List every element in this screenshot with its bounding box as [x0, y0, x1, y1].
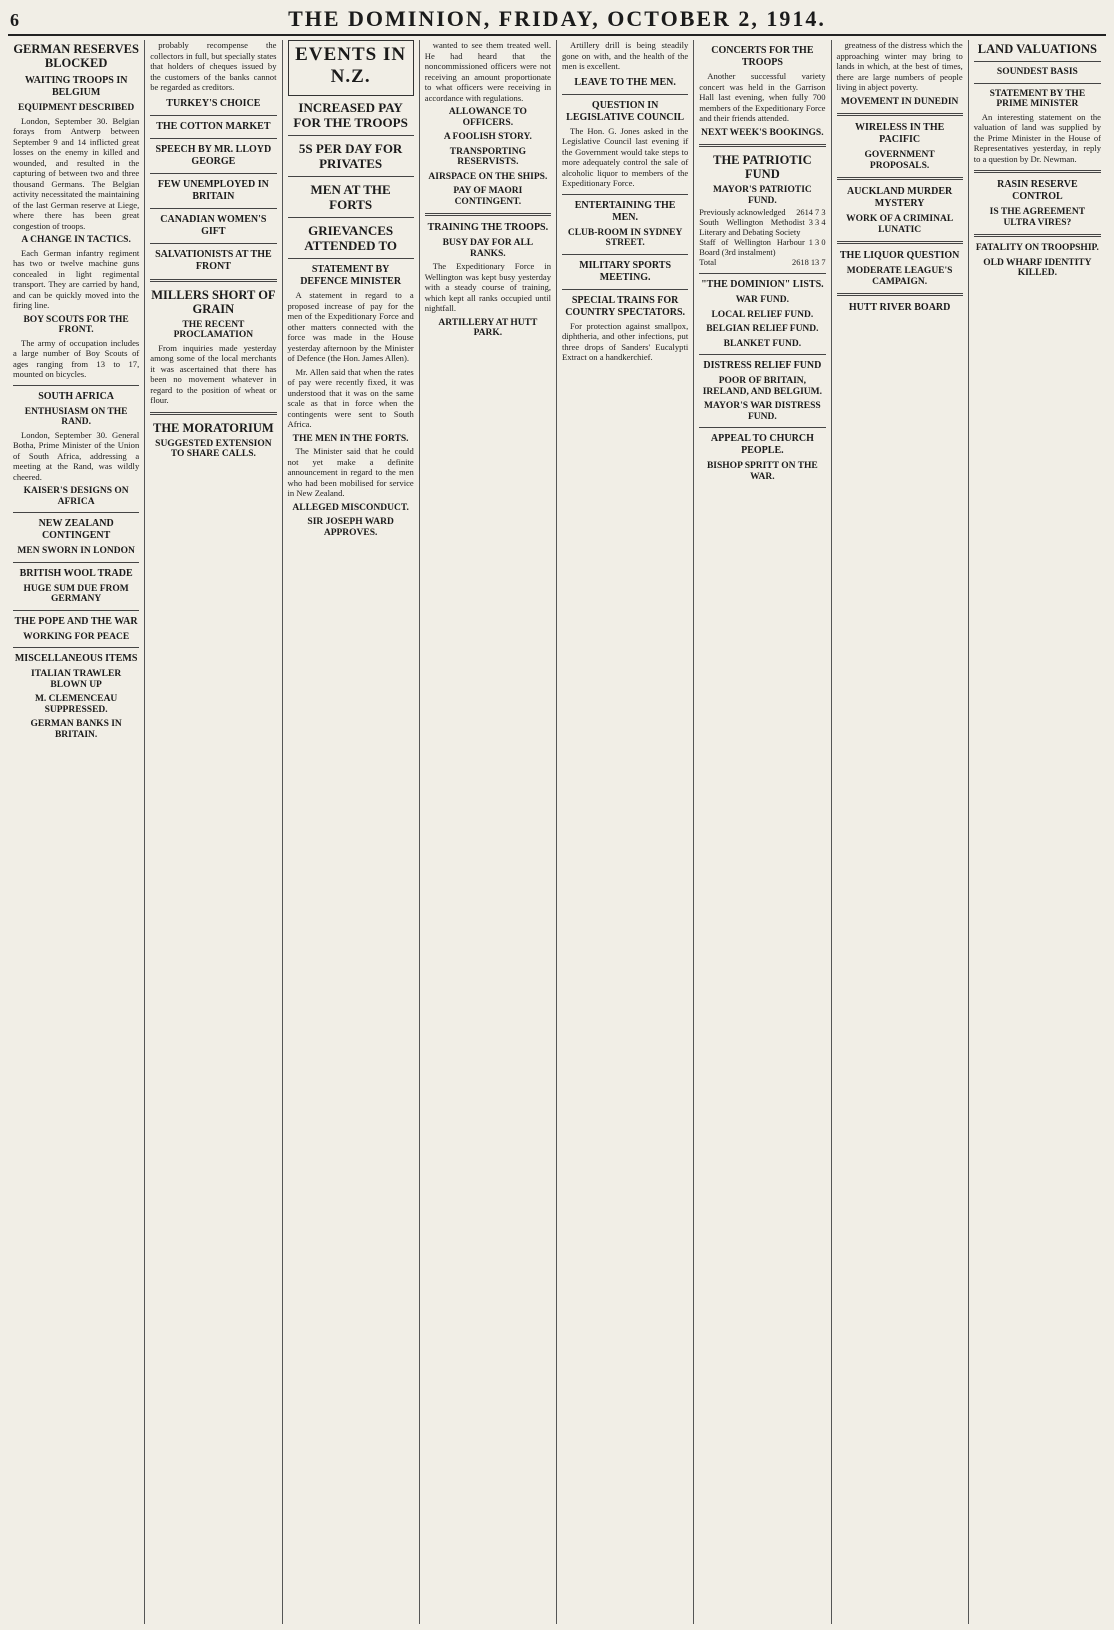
divider: [699, 273, 825, 274]
divider: [837, 293, 963, 296]
fund-label: Staff of Wellington Harbour Board (3rd instalment): [699, 238, 805, 257]
fund-label: Previously acknowledged: [699, 208, 786, 217]
subheadline: M. CLEMENCEAU SUPPRESSED.: [34, 694, 118, 715]
headline: THE MORATORIUM: [153, 420, 274, 435]
article-text: From inquiries made yesterday among some of the local merchants it was ascertained that there has been no movement whatever in regard to the position of wheat or flour.: [150, 342, 277, 405]
article-text: The Hon. G. Jones asked in the Legislative Council last evening if the Government would take steps to more adequately control the sale of alcoholic liquor to members of the Expeditionary Force.: [562, 125, 689, 188]
headline: "THE DOMINION" LISTS.: [701, 279, 824, 290]
article-text: probably recompense the collectors in full, but specially states that holders of cheques issued by the customers of the banks cannot be regarded as creditors.: [150, 40, 277, 92]
divider: [288, 176, 414, 177]
headline: LEAVE TO THE MEN.: [574, 76, 676, 88]
headline: ENTERTAINING THE MEN.: [574, 199, 676, 223]
headline: 5S PER DAY FOR PRIVATES: [298, 141, 403, 171]
subheadline: THE MEN IN THE FORTS.: [292, 433, 409, 444]
column-5: [557, 40, 694, 1624]
headline: QUESTION IN LEGISLATIVE COUNCIL: [566, 99, 685, 123]
fund-row: [699, 208, 825, 218]
subheadline: STATEMENT BY THE PRIME MINISTER: [989, 88, 1086, 109]
subheadline: MEN SWORN IN LONDON: [17, 546, 135, 556]
subheadline: BELGIAN RELIEF FUND.: [706, 324, 819, 334]
headline: DISTRESS RELIEF FUND: [703, 360, 822, 371]
headline: SALVATIONISTS AT THE FRONT: [155, 248, 272, 272]
divider: [699, 144, 825, 147]
headline: EVENTS IN N.Z.: [295, 44, 407, 87]
divider: [425, 213, 551, 216]
fund-label: South Wellington Methodist Literary and Debating Society: [699, 218, 805, 237]
headline: MISCELLANEOUS ITEMS: [14, 653, 138, 664]
subheadline: ALLOWANCE TO OFFICERS.: [448, 107, 527, 128]
headline: SOUTH AFRICA: [38, 390, 115, 402]
headline: LAND VALUATIONS: [977, 42, 1097, 56]
article-text: London, September 30. General Botha, Prime Minister of the Union of South Africa, addressing a meeting at the Rand, was wildly cheered.: [13, 429, 140, 482]
headline: TURKEY'S CHOICE: [166, 97, 261, 109]
column-6: [694, 40, 831, 1624]
headline: THE PATRIOTIC FUND: [713, 153, 812, 181]
divider: [13, 512, 139, 513]
fund-row: [699, 238, 825, 258]
headline: THE POPE AND THE WAR: [14, 615, 138, 627]
subheadline: MAYOR'S WAR DISTRESS FUND.: [704, 401, 821, 422]
headline: APPEAL TO CHURCH PEOPLE.: [710, 433, 814, 456]
headline: MILITARY SPORTS MEETING.: [579, 259, 672, 283]
subheadline: IS THE AGREEMENT ULTRA VIRES?: [989, 207, 1086, 228]
headline: BRITISH WOOL TRADE: [19, 567, 133, 579]
subheadline: ARTILLERY AT HUTT PARK.: [438, 317, 538, 338]
subheadline: TRANSPORTING RESERVISTS.: [449, 146, 526, 167]
article-text: London, September 30. Belgian forays from Antwerp between September 9 and 14 inflicted great losses on the enemy in killed and wounded, and resulted in the capturing of between two and three thousand Germans. The Belgian activity necessitated the maintaining of the last German reserve at Liege, where there has been great congestion of troops.: [13, 115, 140, 231]
divider: [13, 647, 139, 648]
subheadline: STATEMENT BY DEFENCE MINISTER: [300, 264, 402, 287]
headline: RASIN RESERVE CONTROL: [997, 179, 1078, 202]
headline: THE LIQUOR QUESTION: [839, 250, 960, 261]
divider: [837, 241, 963, 244]
divider: [150, 412, 276, 415]
column-2: [145, 40, 282, 1624]
fund-amount: 1 3 0: [808, 238, 826, 247]
divider: [288, 135, 414, 136]
divider: [837, 113, 963, 116]
divider: [13, 562, 139, 563]
subheadline: LOCAL RELIEF FUND.: [711, 309, 814, 320]
subheadline: MAYOR'S PATRIOTIC FUND.: [712, 185, 812, 206]
masthead: [8, 6, 1106, 36]
column-3: [283, 40, 420, 1624]
headline: NEW ZEALAND CONTINGENT: [38, 518, 114, 541]
divider: [288, 217, 414, 218]
divider: [837, 177, 963, 180]
headline: CONCERTS FOR THE TROOPS: [711, 45, 814, 68]
article-text: A statement in regard to a proposed increase of pay for the men of the Expeditionary Force and other matters connected with the force was made in the House yesterday afternoon by the Minister of Defence (the Hon. James Allen).: [287, 290, 414, 363]
subheadline: OLD WHARF IDENTITY KILLED.: [983, 257, 1092, 278]
subheadline: AIRSPACE ON THE SHIPS.: [428, 171, 548, 182]
headline: THE COTTON MARKET: [156, 120, 271, 132]
page-number: 6: [10, 10, 19, 30]
page-columns: [8, 40, 1106, 1624]
article-text: Mr. Allen said that when the rates of pay were recently fixed, it was understood that it was on the same scale as that in force when the contingents were sent to South Africa.: [287, 366, 414, 429]
fund-amount: 2618 13 7: [792, 258, 826, 267]
divider: [699, 354, 825, 355]
headline: GERMAN RESERVES BLOCKED: [13, 42, 139, 70]
divider: [974, 61, 1101, 62]
headline: MILLERS SHORT OF GRAIN: [151, 287, 276, 316]
article-text: The Minister said that he could not yet make a definite announcement in regard to the men who had been mobilised for service in New Zealand.: [287, 446, 414, 498]
subheadline: POOR OF BRITAIN, IRELAND, AND BELGIUM.: [702, 376, 823, 397]
headline: CANADIAN WOMEN'S GIFT: [160, 213, 267, 237]
subheadline: SUGGESTED EXTENSION TO SHARE CALLS.: [155, 438, 272, 459]
subheadline: FATALITY ON TROOPSHIP.: [975, 243, 1099, 253]
subheadline: WAR FUND.: [735, 295, 790, 305]
headline: SPECIAL TRAINS FOR COUNTRY SPECTATORS.: [565, 294, 686, 318]
headline: GRIEVANCES ATTENDED TO: [304, 223, 398, 253]
feature-banner: [288, 40, 414, 96]
divider: [13, 385, 139, 386]
column-7: [832, 40, 969, 1624]
subheadline: NEXT WEEK'S BOOKINGS.: [701, 127, 824, 138]
divider: [150, 208, 276, 209]
article-text: wanted to see them treated well. He had heard that the noncommissioned officers were not receiving an amount proportionate to what officers were receiving in accordance with regulations.: [424, 40, 551, 103]
subheadline: WORKING FOR PEACE: [23, 631, 130, 642]
subheadline: PAY OF MAORI CONTINGENT.: [453, 186, 523, 207]
divider: [13, 610, 139, 611]
subheadline: BUSY DAY FOR ALL RANKS.: [442, 238, 534, 259]
subheadline: BLANKET FUND.: [723, 338, 802, 349]
subheadline: MOVEMENT IN DUNEDIN: [840, 96, 959, 107]
fund-label: Total: [699, 258, 717, 267]
subheadline: WORK OF A CRIMINAL LUNATIC: [846, 214, 954, 235]
subheadline: A FOOLISH STORY.: [443, 132, 532, 142]
headline: FEW UNEMPLOYED IN BRITAIN: [157, 178, 269, 202]
divider: [974, 83, 1101, 84]
subheadline: SOUNDEST BASIS: [996, 67, 1078, 77]
column-1: [8, 40, 145, 1624]
article-text: Artillery drill is being steadily gone on with, and the health of the men is excellent.: [562, 40, 689, 71]
headline: HUTT RIVER BOARD: [848, 302, 951, 313]
article-text: An interesting statement on the valuation of land was supplied by the Prime Minister in the House of Representatives yesterday, in reply to a question by Dr. Newman.: [973, 111, 1101, 164]
subheadline: BOY SCOUTS FOR THE FRONT.: [23, 314, 129, 335]
headline: SPEECH BY MR. LLOYD GEORGE: [155, 143, 272, 167]
column-8: [969, 40, 1106, 1624]
subheadline: SIR JOSEPH WARD APPROVES.: [307, 517, 394, 538]
divider: [288, 258, 414, 259]
article-text: Each German infantry regiment has two or twelve machine guns concealed in light regimental transport. They are carried by hand, and can be quickly moved into the firing line.: [13, 247, 140, 310]
divider: [562, 289, 688, 290]
headline: INCREASED PAY FOR THE TROOPS: [293, 100, 408, 130]
fund-table: [699, 208, 825, 268]
fund-amount: 3 3 4: [808, 218, 826, 227]
divider: [150, 173, 276, 174]
subheadline: ITALIAN TRAWLER BLOWN UP: [31, 669, 122, 690]
divider: [150, 115, 276, 116]
subheadline: GERMAN BANKS IN BRITAIN.: [30, 719, 122, 740]
subheadline: KAISER'S DESIGNS ON AFRICA: [23, 486, 129, 507]
divider: [699, 427, 825, 428]
subheadline: WAITING TROOPS IN BELGIUM: [24, 75, 128, 98]
fund-row: [699, 218, 825, 238]
divider: [562, 254, 688, 255]
article-text: The army of occupation includes a large number of Boy Scouts of ages ranging from 13 to 17, mounted on bicycles.: [13, 337, 140, 379]
subheadline: THE RECENT PROCLAMATION: [173, 319, 254, 340]
headline: TRAINING THE TROOPS.: [427, 222, 549, 233]
subheadline: GOVERNMENT PROPOSALS.: [864, 150, 935, 171]
subheadline: HUGE SUM DUE FROM GERMANY: [23, 583, 129, 604]
column-4: [420, 40, 557, 1624]
article-text: For protection against smallpox, diphtheria, and other infections, put three drops of Sanders' Eucalypti Extract on a handkerchief.: [562, 320, 689, 362]
subheadline: ALLEGED MISCONDUCT.: [292, 502, 409, 513]
subheadline: CLUB-ROOM IN SYDNEY STREET.: [567, 227, 683, 248]
divider: [974, 170, 1101, 173]
headline: WIRELESS IN THE PACIFIC: [854, 122, 945, 145]
divider: [562, 94, 688, 95]
fund-amount: 2614 7 3: [796, 208, 826, 217]
divider: [150, 138, 276, 139]
subheadline: BISHOP SPRITT ON THE WAR.: [706, 461, 818, 482]
article-text: Another successful variety concert was held in the Garrison Hall last evening, when fully 700 members of the Expeditionary Force and their friends attended.: [699, 71, 826, 123]
divider: [562, 194, 688, 195]
headline: MEN AT THE FORTS: [310, 182, 391, 212]
divider: [150, 279, 276, 282]
subheadline: EQUIPMENT DESCRIBED: [18, 103, 135, 113]
subheadline: ENTHUSIASM ON THE RAND.: [24, 406, 128, 427]
article-text: greatness of the distress which the approaching winter may bring to lands in which, at the best of times, there are large numbers of people living in abject poverty.: [836, 40, 963, 92]
divider: [974, 234, 1101, 237]
divider: [150, 243, 276, 244]
newspaper-title: THE DOMINION, FRIDAY, OCTOBER 2, 1914.: [288, 6, 826, 31]
subheadline: MODERATE LEAGUE'S CAMPAIGN.: [846, 266, 953, 287]
fund-row: [699, 258, 825, 268]
article-text: The Expeditionary Force in Wellington was kept busy yesterday with a steady course of training, which kept all ranks occupied until nightfall.: [424, 261, 551, 313]
subheadline: A CHANGE IN TACTICS.: [21, 235, 131, 245]
headline: AUCKLAND MURDER MYSTERY: [846, 186, 953, 209]
